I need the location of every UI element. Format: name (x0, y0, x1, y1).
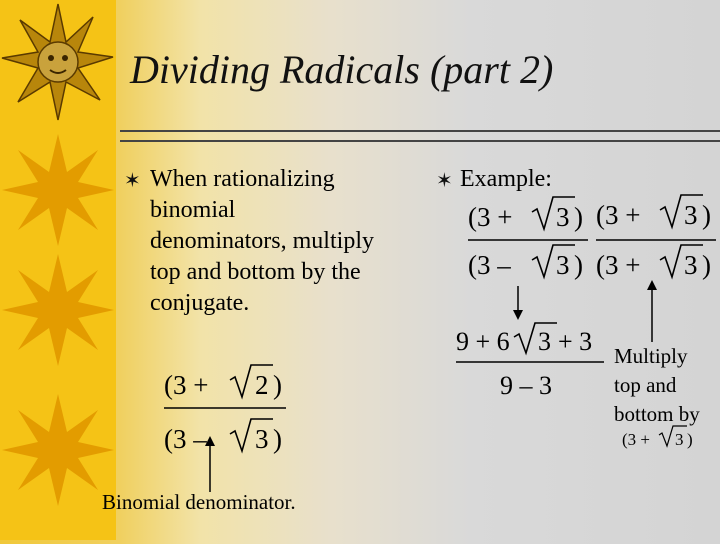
conjugate-bottom-radicand: 3 (684, 250, 698, 280)
sun-icon (2, 254, 114, 366)
sun-icon (2, 134, 114, 246)
fraction-numerator-a: (3 + (164, 370, 209, 400)
example-numerator-radicand: 3 (556, 202, 570, 232)
conjugate-bottom-a: (3 + (596, 250, 641, 280)
multiply-caption (614, 342, 700, 429)
bullet-line: When rationalizing (150, 166, 335, 192)
conjugate-top-radicand: 3 (684, 200, 698, 230)
slide-title: Dividing Radicals (part 2) (130, 47, 554, 92)
binomial-fraction (160, 360, 300, 460)
bullet-line: denominators, multiply (150, 228, 374, 254)
decorative-sidebar (0, 0, 116, 540)
sun-icon (2, 4, 113, 120)
down-arrow-icon (508, 286, 528, 320)
conjugate-b: ) (687, 430, 693, 449)
bullet-line: conjugate. (150, 290, 250, 316)
conjugate-radicand: 3 (675, 430, 684, 449)
result-denominator: 9 – 3 (500, 371, 552, 400)
example-expression (466, 192, 720, 288)
fraction-numerator-b: ) (273, 370, 282, 400)
result-numerator-b: + 3 (558, 327, 593, 356)
example-denominator-a: (3 – (468, 250, 511, 280)
example-denominator-radicand: 3 (556, 250, 570, 280)
star-bullet-icon: ✶ (436, 168, 453, 192)
conjugate-a: (3 + (622, 430, 650, 449)
fraction-denominator-radicand: 3 (255, 424, 269, 454)
fraction-denominator-b: ) (273, 424, 282, 454)
fraction-numerator-radicand: 2 (255, 370, 269, 400)
conjugate-top-b: ) (702, 200, 711, 230)
pointer-line (642, 280, 662, 342)
bullet-line: top and bottom by the (150, 259, 361, 285)
caption-line: top and (614, 373, 677, 397)
pointer-line (200, 436, 220, 492)
caption-line: Multiply (614, 344, 688, 368)
bullet-line: binomial (150, 197, 236, 223)
binomial-caption: Binomial denominator. (102, 490, 296, 514)
conjugate-top-a: (3 + (596, 200, 641, 230)
conjugate-expression (620, 425, 700, 453)
example-numerator-a: (3 + (468, 202, 513, 232)
left-bullet-text (150, 164, 374, 319)
sun-decorations (0, 0, 116, 540)
fraction-denominator-a: (3 – (164, 424, 207, 454)
result-fraction (452, 322, 612, 402)
result-numerator-a: 9 + 6 (456, 327, 510, 356)
example-denominator-b: ) (574, 250, 583, 280)
sun-icon (2, 394, 114, 506)
result-numerator-radicand: 3 (538, 327, 551, 356)
example-numerator-b: ) (574, 202, 583, 232)
title-divider (120, 130, 720, 142)
star-bullet-icon: ✶ (124, 168, 141, 192)
example-label: Example: (460, 166, 552, 192)
caption-line: bottom by (614, 402, 700, 426)
conjugate-bottom-b: ) (702, 250, 711, 280)
